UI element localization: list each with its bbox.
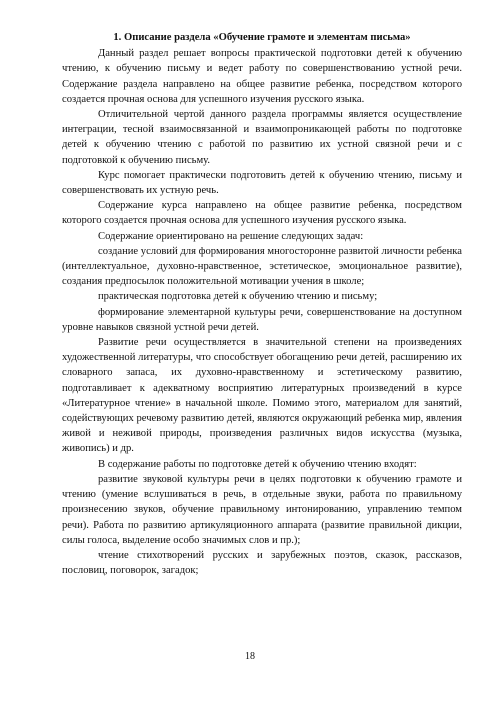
paragraph-task-preparation: практическая подготовка детей к обучению чтению и письму;	[98, 291, 378, 303]
paragraph-course-content: Содержание курса направлено на общее развитие ребенка, посредством которого создается прочная основа для успешного изучения русского языка.	[62, 200, 462, 227]
paragraph-sound-culture: развитие звуковой культуры речи в целях подготовки к обучению грамоте и чтению (умение вслушиваться в речь, в отдельные звуки, работа по правильному произнесению звуков, обучение правильному интонированию, управлению темпом речи). Работа по развитию артикуляционного аппарата (развитие правильной дикции, силы голоса, выделение особо значимых слов и пр.);	[62, 473, 462, 546]
paragraph-reading-content: В содержание работы по подготовке детей к обучению чтению входят:	[98, 458, 417, 470]
paragraph-integration: Отличительной чертой данного раздела программы является осуществление интеграции, тесной взаимосвязанной и взаимопроникающей работы по подготовке детей к обучению чтению с работой по развитию их устной связной речи и с подготовкой к обучению письму.	[62, 109, 462, 166]
paragraph-speech-development: Развитие речи осуществляется в значительной степени на произведениях художественной литературы, что способствует обогащению речи детей, расширению их словарного запаса, их духовно-нравственному и эстетическому развитию, подготавливает к адекватному восприятию литературных произведений в курсе «Литературное чтение» в начальной школе. Помимо этого, материалом для занятий, содействующих речевому развитию детей, являются окружающий ребенка мир, явления живой и неживой природы, произведения различных видов искусства (музыка, живопись) и др.	[62, 337, 462, 455]
paragraph-intro: Данный раздел решает вопросы практической подготовки детей к обучению чтению, к обучению письму и ведет работу по совершенствованию устной речи. Содержание раздела направлено на общее развитие ребенка, посредством которого создается прочная основа для успешного изучения русского языка.	[62, 48, 462, 105]
paragraph-tasks-intro: Содержание ориентировано на решение следующих задач:	[98, 230, 364, 242]
paragraph-poems-reading: чтение стихотворений русских и зарубежных поэтов, сказок, рассказов, пословиц, поговорок, загадок;	[62, 549, 462, 577]
paragraph-task-speech-culture: формирование элементарной культуры речи, совершенствование на доступном уровне навыков связной устной речи детей.	[62, 306, 462, 333]
page-number: 18	[245, 651, 255, 662]
section-heading: 1. Описание раздела «Обучение грамоте и элементам письма»	[113, 32, 411, 43]
document-page	[62, 30, 462, 578]
paragraph-task-conditions: создание условий для формирования многосторонне развитой личности ребенка (интеллектуальное, духовно-нравственное, эстетическое, эмоциональное развитие), создания предпосылок положительной мотивации учения в школе;	[62, 245, 462, 288]
paragraph-course-help: Курс помогает практически подготовить детей к обучению чтению, письму и совершенствовать их устную речь.	[62, 169, 462, 197]
